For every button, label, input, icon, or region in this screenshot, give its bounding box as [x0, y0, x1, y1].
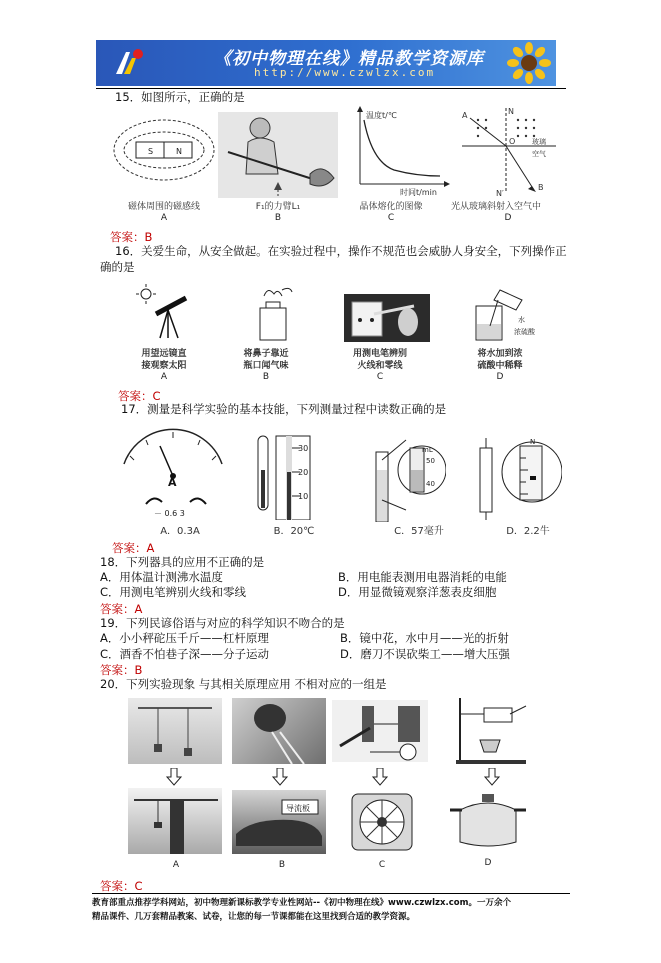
q17c-tick-40: 40	[426, 480, 435, 488]
q17b-tick-10: 10	[298, 492, 309, 501]
footer-line2: 精品课件、几万套精品教案、试卷，让您的每一节课都能在这里找到合适的教学资源。	[92, 912, 416, 922]
q17-fig-c	[366, 430, 446, 522]
q17b-tick-30: 30	[298, 444, 309, 453]
q17a-meter-letter: A	[168, 476, 177, 489]
q16-caption-c2: 火线和零线	[357, 361, 403, 371]
q20-photo-bottom-a	[128, 788, 222, 854]
q15-fig-d	[456, 104, 560, 198]
q18-option-b: B．用电能表测用电器消耗的电能	[338, 570, 507, 584]
q17-caption-a: A．0.3A	[160, 526, 200, 537]
magnet-s-label: S	[148, 147, 154, 156]
q15d-a-label: A	[462, 111, 468, 120]
q17-fig-b	[256, 430, 316, 520]
q15d-b-label: B	[538, 183, 544, 192]
q17-caption-b: B．20℃	[273, 526, 315, 537]
header-banner	[96, 40, 556, 86]
q17c-tick-50: 50	[426, 457, 435, 465]
q17-fig-d	[476, 428, 562, 522]
q15-letter-b: B	[274, 213, 282, 223]
q20-letter-c: C	[378, 860, 386, 870]
q17-fig-a	[116, 424, 230, 520]
q17-caption-c: C．57毫升	[394, 526, 444, 537]
q15-stem: 15．如图所示，正确的是	[115, 90, 245, 104]
q20b-sign-text: 导流板	[286, 804, 310, 813]
q16-letter-c: C	[376, 372, 384, 382]
q15d-n-label: N	[508, 107, 514, 116]
q16-letter-b: B	[262, 372, 270, 382]
q15-letter-d: D	[504, 213, 512, 223]
q16-fig-a	[136, 284, 192, 340]
header-url[interactable]: http://www.czwlzx.com	[254, 66, 436, 79]
q19-answer: 答案：B	[100, 663, 143, 677]
q15-caption-c: 晶体熔化的图像	[359, 202, 423, 212]
q17c-unit: mL	[422, 446, 433, 454]
q20-stem: 20．下列实验现象 与其相关原理应用 不相对应的一组是	[100, 677, 387, 691]
magnet-n-label: N	[176, 147, 182, 156]
q16-letter-d: D	[496, 372, 504, 382]
q20-letter-d: D	[484, 858, 492, 868]
sunflower-icon	[506, 42, 552, 84]
q15-letter-c: C	[387, 213, 395, 223]
q19-stem: 19．下列民谚俗语与对应的科学知识不吻合的是	[100, 616, 345, 630]
q16-fig-b	[248, 282, 298, 342]
footer-line1: 教育部重点推荐学科网站，初中物理新课标教学专业性网站--《初中物理在线》www.czwlzx.com。一万余个	[92, 898, 511, 908]
q20-letter-a: A	[172, 860, 180, 870]
q15d-glass-label: 玻璃	[532, 138, 546, 146]
q20-photo-bottom-c	[344, 788, 420, 858]
q17a-terminals: － 0.6 3	[154, 509, 185, 518]
q17b-tick-20: 20	[298, 468, 309, 477]
header-title: 《初中物理在线》精品教学资源库	[214, 49, 484, 69]
q20-arrow-c	[372, 768, 388, 786]
q20-arrow-b	[272, 768, 288, 786]
q19-option-a: A．小小秤砣压千斤——杠杆原理	[100, 631, 269, 645]
footer-rule	[92, 893, 570, 894]
q16-caption-c1: 用测电笔辨别	[352, 349, 407, 359]
q20-fig-top-d	[454, 694, 532, 766]
q15-fig-c	[346, 104, 450, 198]
q16-caption-b2: 瓶口闻气味	[243, 361, 289, 371]
q20-arrow-a	[166, 768, 182, 786]
q15-answer: 答案：B	[110, 230, 153, 244]
q18-stem: 18．下列器具的应用不正确的是	[100, 555, 265, 569]
q20-letter-b: B	[278, 860, 286, 870]
q16-fig-d	[470, 286, 554, 344]
q20-photo-bottom-b	[232, 790, 326, 854]
q15d-air-label: 空气	[532, 150, 546, 158]
q16-caption-d2: 硫酸中稀释	[477, 361, 523, 371]
q15d-n2-label: N′	[496, 189, 504, 198]
q15-letter-a: A	[160, 213, 168, 223]
q15-caption-a: 磁体周围的磁感线	[127, 202, 200, 212]
q16-stem-line1: 16．关爱生命，从安全做起。在实验过程中，操作不规范也会威胁人身安全，下列操作正	[115, 244, 567, 258]
q16-letter-a: A	[160, 372, 168, 382]
q19-option-d: D．磨刀不误砍柴工——增大压强	[340, 647, 510, 661]
q16d-water-label: 水	[518, 316, 525, 324]
q20-arrow-d	[484, 768, 500, 786]
q20-fig-top-c	[330, 698, 430, 764]
q15d-o-label: O	[509, 137, 516, 146]
q18-option-c: C．用测电笔辨别火线和零线	[100, 585, 247, 599]
q15-fig-b	[218, 112, 338, 198]
q16d-acid-label: 浓硫酸	[514, 328, 535, 336]
header-rule	[96, 88, 566, 89]
q16-stem-line2: 确的是	[100, 260, 135, 274]
q18-option-a: A．用体温计测沸水温度	[100, 570, 223, 584]
q17-caption-d: D．2.2牛	[506, 526, 550, 537]
q15c-ylabel: 温度t/℃	[366, 111, 397, 120]
q17-stem: 17．测量是科学实验的基本技能，下列测量过程中读数正确的是	[121, 402, 447, 416]
q19-option-b: B．镜中花，水中月——光的折射	[340, 631, 509, 645]
q15-fig-a	[112, 112, 216, 198]
q19-option-c: C．酒香不怕巷子深——分子运动	[100, 647, 270, 661]
q16-fig-c	[344, 294, 430, 342]
q15c-xlabel: 时间t/min	[400, 188, 437, 197]
q17d-unit: N	[530, 438, 536, 446]
q20-photo-top-b	[232, 698, 326, 764]
q18-answer: 答案：A	[100, 602, 143, 616]
q17-answer: 答案：A	[112, 541, 155, 555]
site-logo	[112, 46, 146, 80]
q16-caption-a1: 用望远镜直	[141, 349, 187, 359]
q15-caption-b: F₁的力臂L₁	[255, 202, 301, 212]
q20-photo-top-a	[128, 698, 222, 764]
q16-answer: 答案：C	[118, 389, 161, 403]
q16-caption-b1: 将鼻子靠近	[243, 349, 289, 359]
q18-option-d: D．用显微镜观察洋葱表皮细胞	[338, 585, 497, 599]
q20-answer: 答案：C	[100, 879, 143, 893]
q15-caption-d: 光从玻璃斜射入空气中	[450, 202, 541, 212]
q16-caption-a2: 接观察太阳	[141, 361, 187, 371]
q20-photo-bottom-d	[448, 788, 528, 852]
q16-caption-d1: 将水加到浓	[477, 349, 523, 359]
